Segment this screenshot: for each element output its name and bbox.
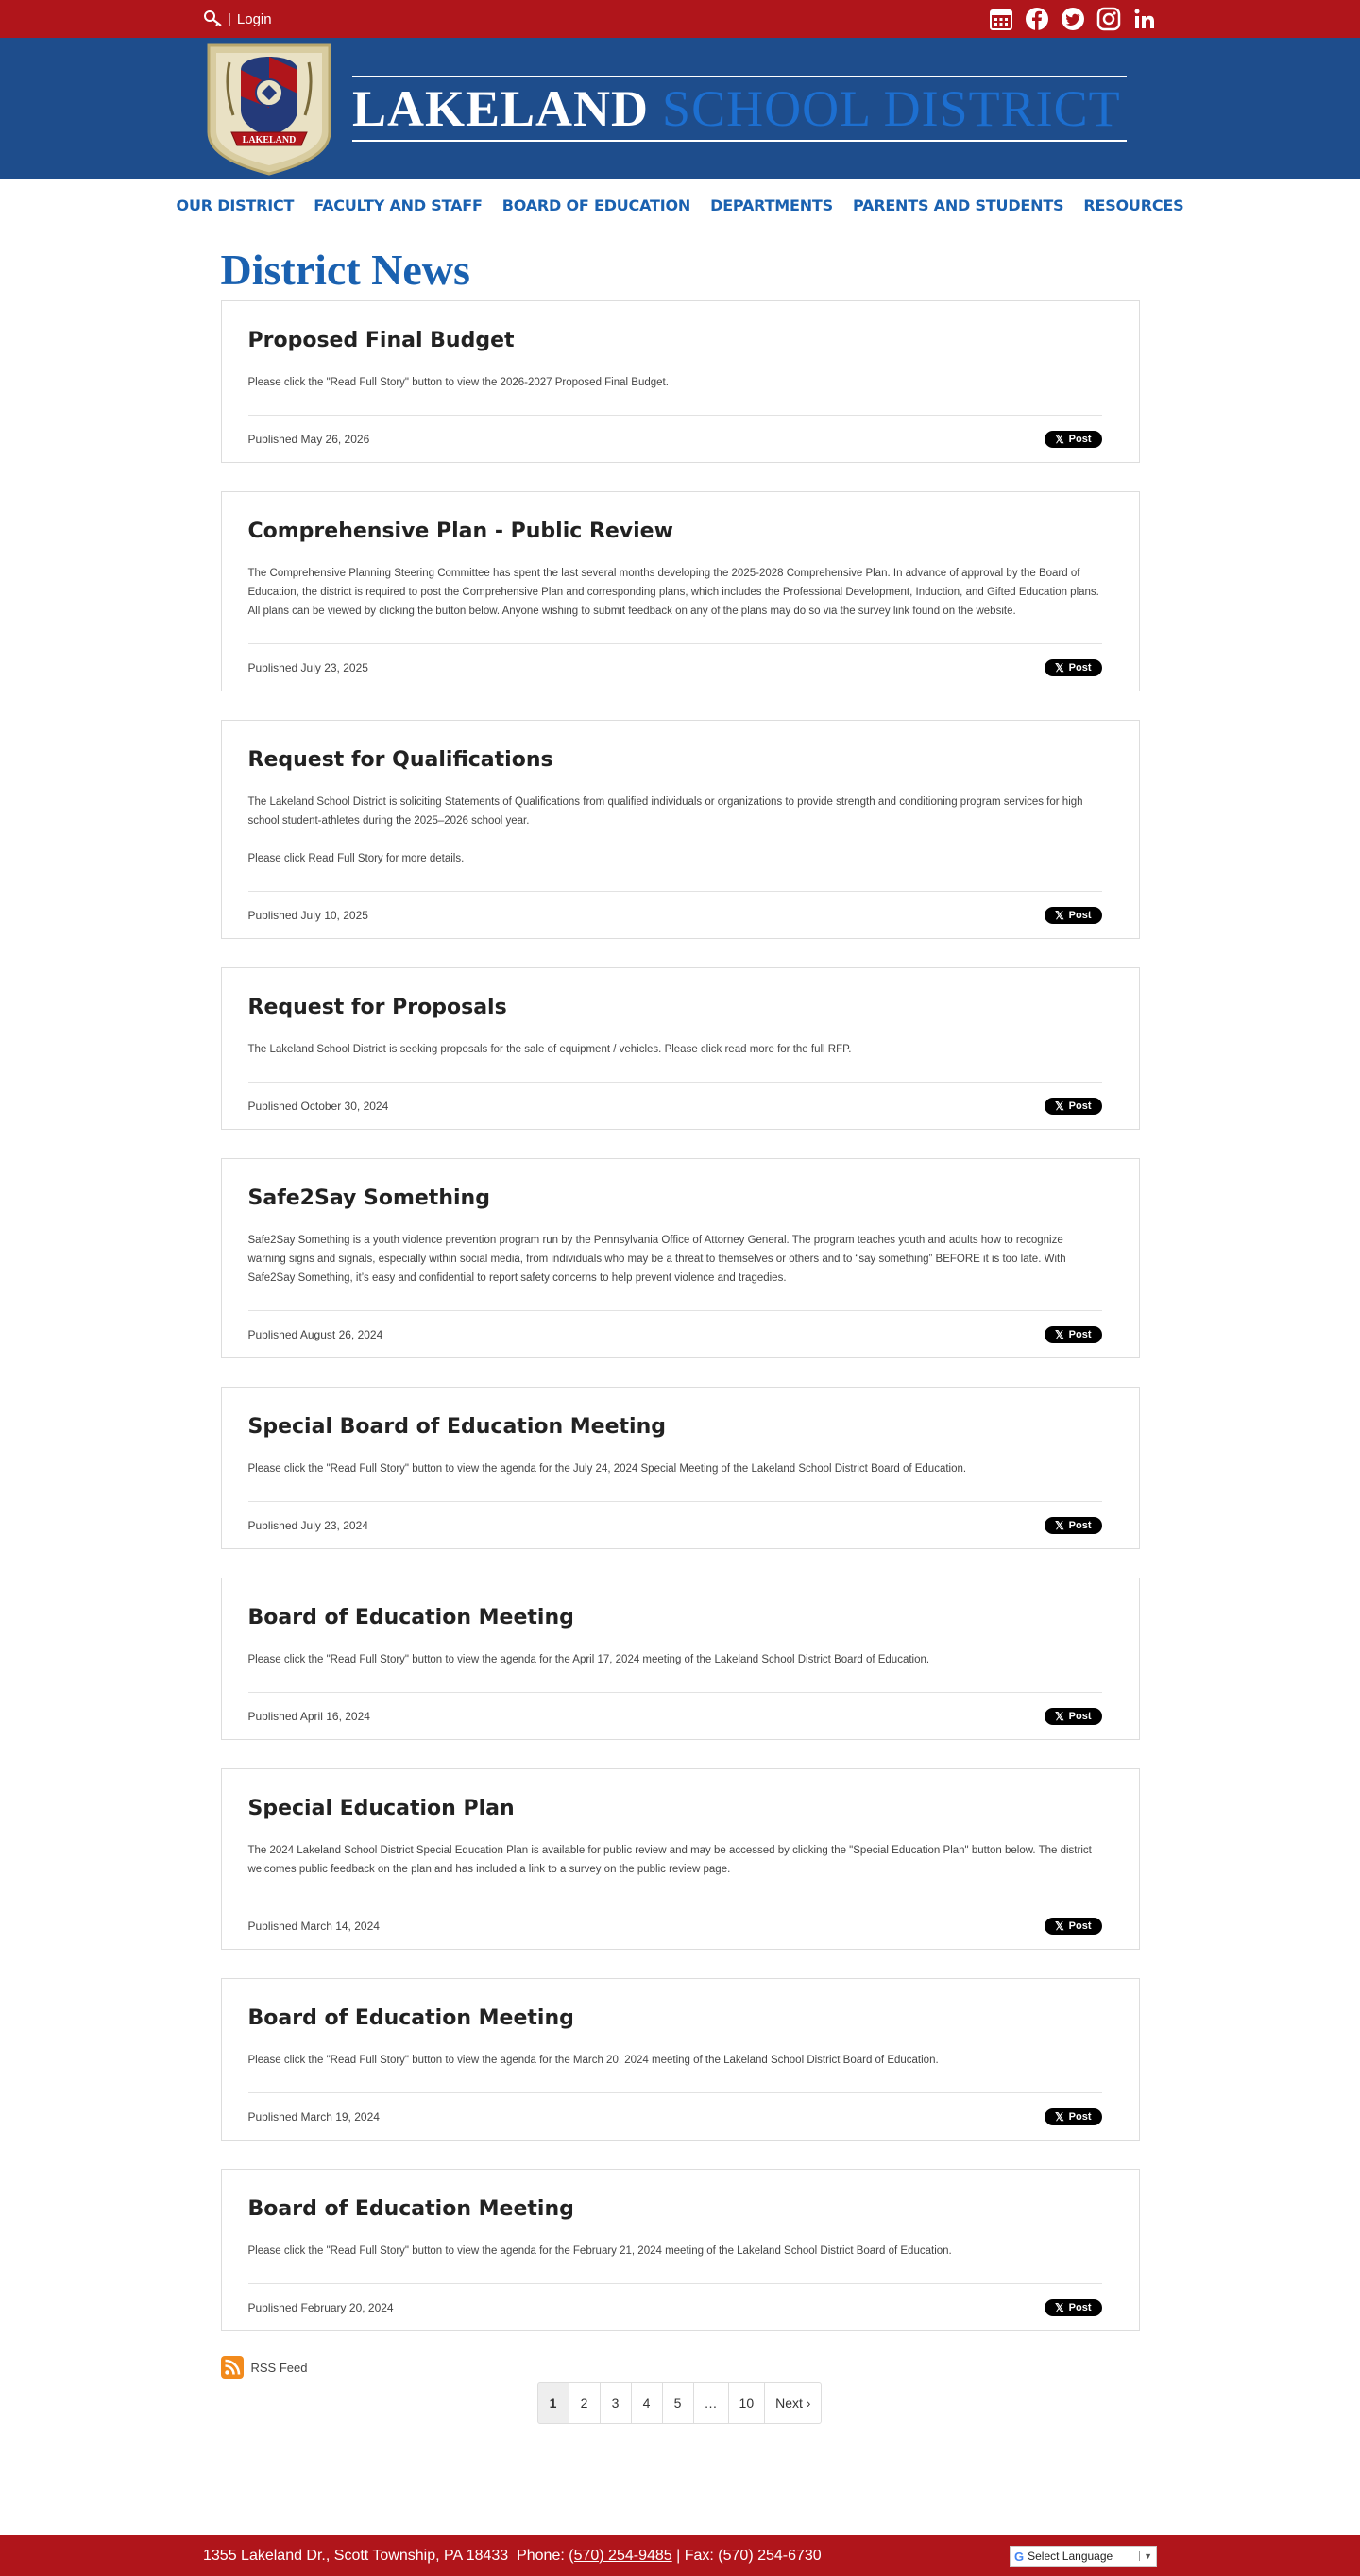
news-item: [221, 2169, 1140, 2331]
share-on-x-button[interactable]: [1045, 2108, 1102, 2125]
share-on-x-label: Post: [1068, 661, 1092, 674]
x-logo-icon: 𝕏: [1054, 1518, 1064, 1532]
nav-board-of-education[interactable]: BOARD OF EDUCATION: [502, 196, 691, 214]
page-2[interactable]: 2: [569, 2382, 601, 2424]
news-item-paragraph: Please click the "Read Full Story" button to view the agenda for the April 17, 2024 meeting of the Lakeland School District Board of Education.: [247, 1654, 930, 1665]
news-item-summary: [248, 1231, 1102, 1288]
nav-our-district[interactable]: OUR DISTRICT: [176, 196, 295, 214]
share-on-x-button[interactable]: [1045, 431, 1102, 448]
nav-departments[interactable]: DEPARTMENTS: [710, 196, 833, 214]
news-item-summary: [248, 1650, 1102, 1669]
news-item-summary: [248, 793, 1102, 868]
news-item: [221, 300, 1140, 463]
page-ellipsis: …: [693, 2382, 729, 2424]
footer-fax: | Fax: (570) 254-6730: [676, 2547, 822, 2564]
footer-contact: [203, 2548, 822, 2565]
top-utility-bar: [0, 0, 1360, 38]
language-select[interactable]: [1010, 2546, 1157, 2567]
news-item-footer: [248, 1501, 1102, 1548]
news-item-title[interactable]: Request for Proposals: [247, 996, 507, 1019]
pagination: [221, 2382, 1140, 2424]
news-item-paragraph: Safe2Say Something is a youth violence prevention program run by the Pennsylvania Office of Attorney General. The program teaches youth and adults how to recognize warning signs and signals, especially within social media, from individuals who may be a threat to themselves or others and to “say something” BEFORE it is too late. With Safe2Say Something, it’s easy and confidential to report safety concerns to help prevent violence and tragedies.: [247, 1235, 1066, 1284]
news-item-paragraph: Please click the "Read Full Story" button to view the agenda for the March 20, 2024 meeting of the Lakeland School District Board of Education.: [247, 2055, 939, 2066]
news-item-published-date: Published July 23, 2025: [247, 660, 368, 674]
news-item-paragraph: The Lakeland School District is soliciting Statements of Qualifications from qualified individuals or organizations to provide strength and conditioning program services for high school student-athletes during the 2025–2026 school year.: [247, 796, 1083, 827]
key-icon: [203, 9, 224, 28]
news-item-footer: [248, 2283, 1102, 2330]
share-on-x-label: Post: [1068, 433, 1092, 445]
page-1[interactable]: 1: [537, 2382, 570, 2424]
x-logo-icon: 𝕏: [1054, 1919, 1064, 1933]
share-on-x-label: Post: [1068, 909, 1092, 921]
news-item: [221, 1158, 1140, 1358]
share-on-x-label: Post: [1068, 1919, 1092, 1932]
footer-phone-label: Phone:: [517, 2547, 565, 2564]
twitter-icon[interactable]: [1061, 7, 1085, 31]
news-item: [221, 491, 1140, 691]
share-on-x-label: Post: [1068, 1710, 1092, 1722]
share-on-x-button[interactable]: [1045, 1098, 1102, 1115]
crest-banner-text: LAKELAND: [242, 135, 297, 145]
login-link[interactable]: [203, 9, 272, 28]
district-wordmark[interactable]: [352, 76, 1127, 142]
news-item-title[interactable]: Special Board of Education Meeting: [247, 1415, 666, 1439]
news-item: [221, 1978, 1140, 2141]
news-item-paragraph: Please click the "Read Full Story" button to view the agenda for the July 24, 2024 Special Meeting of the Lakeland School District Board of Education.: [247, 1463, 967, 1475]
news-list: [221, 300, 1140, 2331]
x-logo-icon: 𝕏: [1054, 1327, 1064, 1341]
x-logo-icon: 𝕏: [1054, 2300, 1064, 2314]
news-item-footer: [248, 1082, 1102, 1129]
news-item-footer: [248, 1692, 1102, 1739]
news-item-footer: [248, 415, 1102, 462]
share-on-x-label: Post: [1068, 2110, 1092, 2123]
header-banner: [0, 38, 1360, 179]
news-item-published-date: Published August 26, 2024: [247, 1327, 383, 1341]
social-links: [989, 7, 1157, 31]
share-on-x-button[interactable]: [1045, 1708, 1102, 1725]
x-logo-icon: 𝕏: [1054, 2109, 1064, 2124]
news-item-paragraph: Please click the "Read Full Story" button to view the 2026-2027 Proposed Final Budget.: [247, 377, 669, 388]
news-item-summary: [248, 2242, 1102, 2260]
news-item: [221, 1768, 1140, 1950]
news-item-published-date: Published April 16, 2024: [247, 1709, 370, 1723]
news-item-paragraph: The 2024 Lakeland School District Special Education Plan is available for public review and may be accessed by clicking the "Special Education Plan" button below. The district welcomes public feedback on the plan and has included a link to a survey on the public review page.: [247, 1845, 1092, 1875]
x-logo-icon: 𝕏: [1054, 908, 1064, 922]
news-item-footer: [248, 2092, 1102, 2140]
news-item-title[interactable]: Board of Education Meeting: [247, 2006, 574, 2030]
news-item-title[interactable]: Safe2Say Something: [247, 1186, 490, 1210]
nav-resources[interactable]: RESOURCES: [1083, 196, 1184, 214]
news-item-paragraph: Please click the "Read Full Story" button to view the agenda for the February 21, 2024 meeting of the Lakeland School District Board of Education.: [247, 2245, 952, 2257]
page-10[interactable]: 10: [728, 2382, 766, 2424]
news-content: [221, 242, 1140, 2424]
share-on-x-button[interactable]: [1045, 2299, 1102, 2316]
news-item-summary: [248, 1841, 1102, 1879]
news-item-title[interactable]: Board of Education Meeting: [247, 1606, 574, 1629]
x-logo-icon: 𝕏: [1054, 660, 1064, 674]
share-on-x-label: Post: [1068, 1519, 1092, 1531]
news-item-paragraph: Please click Read Full Story for more details.: [247, 853, 465, 864]
share-on-x-label: Post: [1068, 2301, 1092, 2313]
news-item-title[interactable]: Request for Qualifications: [247, 748, 553, 772]
news-item: [221, 1578, 1140, 1740]
share-on-x-button[interactable]: [1045, 659, 1102, 676]
news-item-paragraph: The Comprehensive Planning Steering Committee has spent the last several months developing the 2025-2028 Comprehensive Plan. In advance of approval by the Board of Education, the district is required to post the Comprehensive Plan and corresponding plans, which includes the Professional Development, Induction, and Gifted Education plans. All plans can be viewed by clicking the button below. Anyone wishing to submit feedback on any of the plans may do so via the survey link found on the website.: [247, 568, 1099, 617]
news-item-published-date: Published October 30, 2024: [247, 1099, 389, 1113]
share-on-x-label: Post: [1068, 1100, 1092, 1112]
instagram-icon[interactable]: [1096, 7, 1121, 31]
news-item-title[interactable]: Comprehensive Plan - Public Review: [247, 520, 673, 543]
wordmark-secondary: SCHOOL DISTRICT: [662, 80, 1121, 137]
footer-phone-link[interactable]: (570) 254-9485: [569, 2547, 672, 2564]
news-item-summary: [248, 1040, 1102, 1059]
main-navigation: [0, 179, 1360, 225]
news-item-footer: [248, 1902, 1102, 1949]
news-item-paragraph: The Lakeland School District is seeking proposals for the sale of equipment / vehicles. Please click read more for the full RFP.: [247, 1044, 852, 1055]
news-item-published-date: Published March 19, 2024: [247, 2109, 380, 2124]
share-on-x-button[interactable]: [1045, 1918, 1102, 1935]
news-item: [221, 967, 1140, 1130]
calendar-icon[interactable]: [989, 7, 1013, 31]
x-logo-icon: 𝕏: [1054, 1709, 1064, 1723]
site-footer: [0, 2535, 1360, 2576]
chevron-down-icon: ▼: [1139, 2551, 1152, 2561]
news-item-published-date: Published July 10, 2025: [247, 908, 368, 922]
page-title: District News: [220, 246, 470, 294]
news-item-summary: [248, 2051, 1102, 2070]
news-item-title[interactable]: Special Education Plan: [247, 1797, 515, 1820]
share-on-x-button[interactable]: [1045, 1326, 1102, 1343]
wordmark-primary: LAKELAND: [352, 80, 650, 137]
footer-address: 1355 Lakeland Dr., Scott Township, PA 18433: [203, 2547, 509, 2564]
nav-faculty-and-staff[interactable]: FACULTY AND STAFF: [314, 196, 483, 214]
x-logo-icon: 𝕏: [1054, 1099, 1064, 1113]
news-item-summary: [248, 373, 1102, 392]
share-on-x-button[interactable]: [1045, 907, 1102, 924]
page-4[interactable]: 4: [631, 2382, 663, 2424]
language-select-label: Select Language: [1028, 2550, 1114, 2563]
news-item-published-date: Published February 20, 2024: [247, 2300, 394, 2314]
news-item-footer: [248, 643, 1102, 691]
news-item-footer: [248, 1310, 1102, 1357]
next-page-button[interactable]: Next ›: [764, 2382, 822, 2424]
login-separator: |: [228, 10, 231, 27]
news-item-summary: [248, 564, 1102, 621]
news-item-published-date: Published May 26, 2026: [247, 432, 370, 446]
rss-feed-label: RSS Feed: [250, 2360, 308, 2375]
news-item-published-date: Published March 14, 2024: [247, 1919, 380, 1933]
news-item-title[interactable]: Proposed Final Budget: [247, 329, 515, 352]
share-on-x-label: Post: [1068, 1328, 1092, 1340]
rss-icon: [221, 2356, 244, 2379]
share-on-x-button[interactable]: [1045, 1517, 1102, 1534]
x-logo-icon: 𝕏: [1054, 432, 1064, 446]
login-label: Login: [236, 10, 272, 27]
news-item: [221, 1387, 1140, 1549]
linkedin-icon[interactable]: [1132, 7, 1157, 31]
facebook-icon[interactable]: [1025, 7, 1049, 31]
news-item-footer: [248, 891, 1102, 938]
rss-feed-link[interactable]: [221, 2356, 1140, 2379]
district-crest-logo[interactable]: [203, 42, 335, 176]
nav-parents-and-students[interactable]: PARENTS AND STUDENTS: [852, 196, 1064, 214]
news-item-title[interactable]: Board of Education Meeting: [247, 2197, 574, 2221]
news-item-summary: [248, 1459, 1102, 1478]
news-item-published-date: Published July 23, 2024: [247, 1518, 368, 1532]
page-5[interactable]: 5: [662, 2382, 694, 2424]
google-icon: G: [1014, 2549, 1025, 2564]
page-3[interactable]: 3: [600, 2382, 632, 2424]
news-item: [221, 720, 1140, 939]
